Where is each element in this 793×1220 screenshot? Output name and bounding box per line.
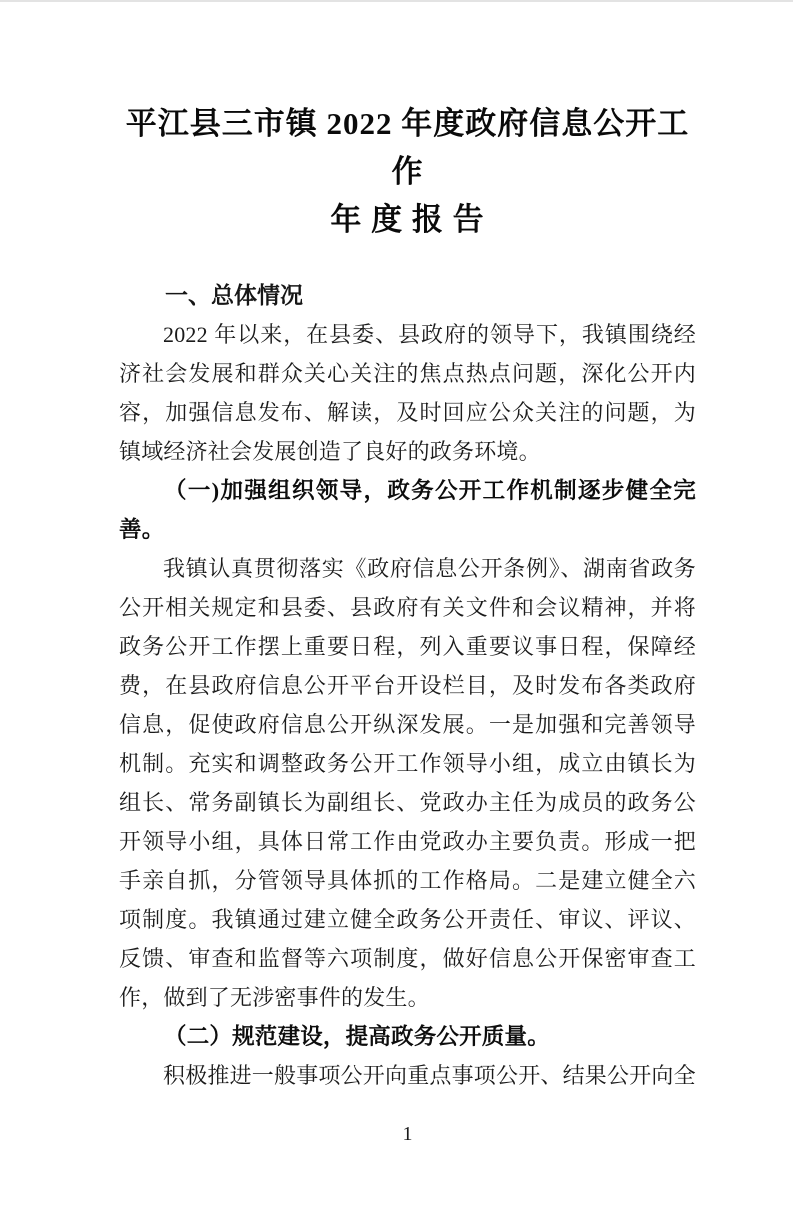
page-number: 1: [402, 1123, 413, 1145]
subheading-strengthen-organization: （一)加强组织领导，政务公开工作机制逐步健全完善。: [119, 478, 696, 542]
subheading-standardize-construction: （二）规范建设，提高政务公开质量。: [164, 1024, 550, 1049]
document-title-line1: 平江县三市镇 2022 年度政府信息公开工作: [125, 106, 690, 189]
document-title-line2: 年 度 报 告: [330, 202, 485, 237]
paragraph-leadership-mechanism: 我镇认真贯彻落实《政府信息公开条例》、湖南省政务公开相关规定和县委、县政府有关文件和会议精神，并将政务公开工作摆上重要日程，列入重要议事日程，保障经费，在县政府信息公开平台开设栏目，及时发布各类政府信息，促使政府信息公开纵深发展。一是加强和完善领导机制。充实和调整政务公开工作领导小组，成立由镇长为组长、常务副镇长为副组长、党政办主任为成员的政务公开领导小组，具体日常工作由党政办主要负责。形成一把手亲自抓，分管领导具体抓的工作格局。二是建立健全六项制度。我镇通过建立健全政务公开责任、审议、评议、反馈、审查和监督等六项制度，做好信息公开保密审查工作，做到了无涉密事件的发生。: [119, 556, 696, 1010]
section-heading-overall-situation: 一、总体情况: [165, 282, 303, 308]
paragraph-intro: 2022 年以来，在县委、县政府的领导下，我镇围绕经济社会发展和群众关心关注的焦点热点问题，深化公开内容，加强信息发布、解读，及时回应公众关注的问题，为镇域经济社会发展创造了良好的政务环境。: [119, 322, 696, 464]
paragraph-promote-disclosure: 积极推进一般事项公开向重点事项公开、结果公开向全: [163, 1063, 696, 1088]
document-title: [119, 100, 696, 244]
document-content: [0, 100, 793, 1220]
